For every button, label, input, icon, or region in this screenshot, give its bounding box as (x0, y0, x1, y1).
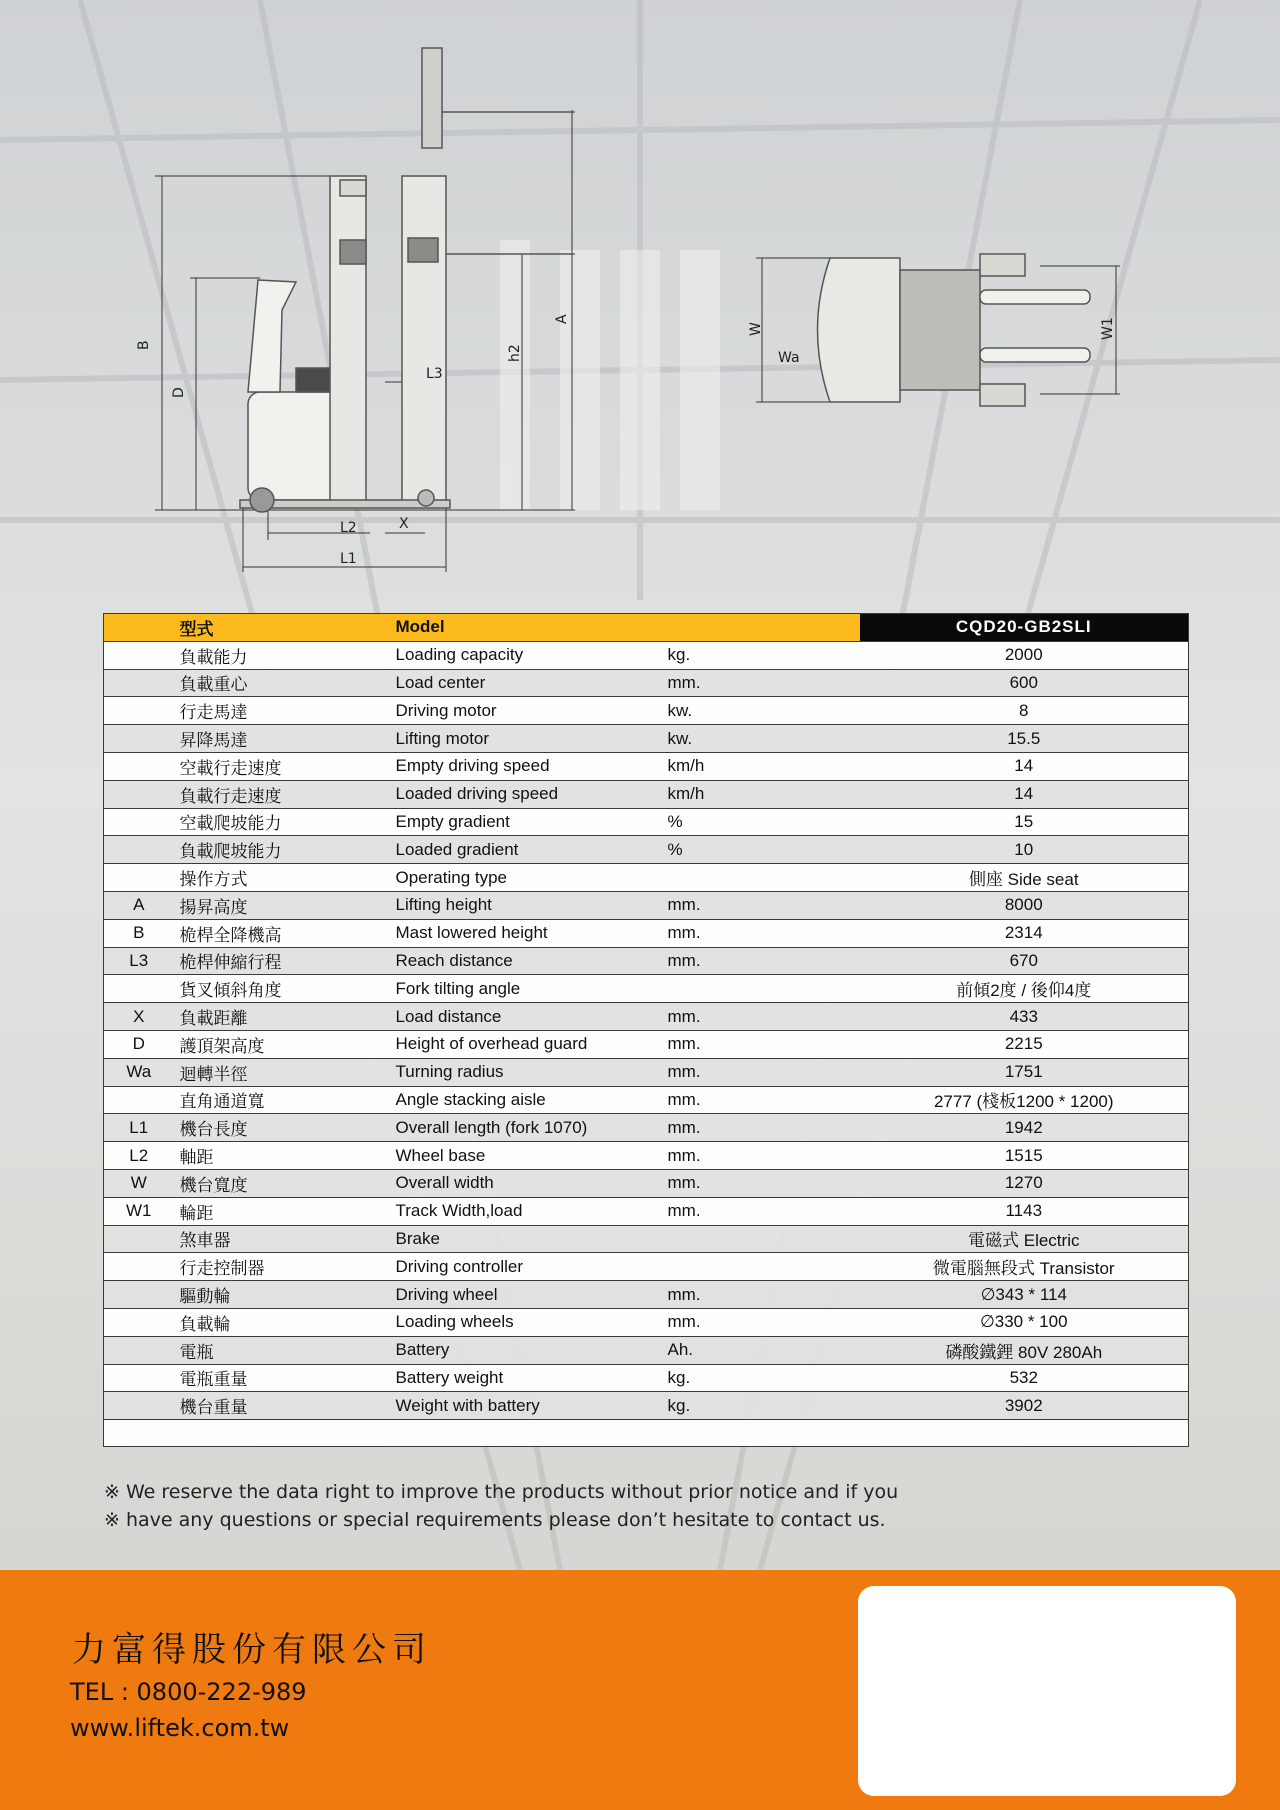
row-unit-cell: mm. (662, 1169, 860, 1197)
row-code-cell (104, 1281, 174, 1309)
top-view-truck (818, 254, 1091, 406)
row-value-cell: 600 (860, 669, 1189, 697)
row-zh-cell: 負載爬坡能力 (174, 836, 390, 864)
row-en-cell: Turning radius (390, 1058, 662, 1086)
row-unit-cell: mm. (662, 1003, 860, 1031)
dim-label-w1: W1 (1100, 317, 1116, 340)
row-zh-cell: 機台寬度 (174, 1169, 390, 1197)
specification-table (103, 613, 1189, 1447)
row-unit-cell: kw. (662, 725, 860, 753)
row-en-cell: Fork tilting angle (390, 975, 662, 1003)
row-en-cell: Empty gradient (390, 808, 662, 836)
row-code-cell (104, 1225, 174, 1253)
row-en-cell: Track Width,load (390, 1197, 662, 1225)
table-row (104, 669, 1189, 697)
row-value-cell: 2215 (860, 1030, 1189, 1058)
row-unit-cell: mm. (662, 1281, 860, 1309)
row-zh-cell: 驅動輪 (174, 1281, 390, 1309)
row-zh-cell: 負載行走速度 (174, 780, 390, 808)
row-en-cell: Empty driving speed (390, 752, 662, 780)
table-row (104, 1392, 1189, 1420)
row-zh-cell: 昇降馬達 (174, 725, 390, 753)
row-unit-cell: mm. (662, 1142, 860, 1170)
row-value-cell: 433 (860, 1003, 1189, 1031)
table-row (104, 1169, 1189, 1197)
row-code-cell: D (104, 1030, 174, 1058)
row-value-cell: 14 (860, 780, 1189, 808)
table-row (104, 1197, 1189, 1225)
row-en-cell: Reach distance (390, 947, 662, 975)
row-value-cell: 1515 (860, 1142, 1189, 1170)
dim-label-b: B (136, 340, 152, 350)
dim-label-a: A (554, 314, 570, 324)
row-unit-cell: kg. (662, 1392, 860, 1420)
row-value-cell: 2000 (860, 641, 1189, 669)
row-code-cell (104, 864, 174, 892)
row-unit-cell: mm. (662, 919, 860, 947)
row-value-cell: 磷酸鐵鋰 80V 280Ah (860, 1336, 1189, 1364)
telephone-text: TEL : 0800-222-989 (70, 1678, 307, 1706)
row-en-cell: Driving controller (390, 1253, 662, 1281)
row-en-cell: Battery (390, 1336, 662, 1364)
row-value-cell: 10 (860, 836, 1189, 864)
table-row (104, 725, 1189, 753)
table-row (104, 752, 1189, 780)
table-row (104, 947, 1189, 975)
row-en-cell: Brake (390, 1225, 662, 1253)
disclaimer-notes (104, 1478, 1004, 1534)
row-code-cell (104, 1336, 174, 1364)
row-en-cell: Height of overhead guard (390, 1030, 662, 1058)
row-en-cell: Mast lowered height (390, 919, 662, 947)
row-en-cell: Loaded driving speed (390, 780, 662, 808)
row-value-cell: ∅343 * 114 (860, 1281, 1189, 1309)
header-en-cell: Model (390, 614, 662, 642)
row-unit-cell: mm. (662, 669, 860, 697)
row-zh-cell: 負載距離 (174, 1003, 390, 1031)
row-en-cell: Load distance (390, 1003, 662, 1031)
row-zh-cell: 煞車器 (174, 1225, 390, 1253)
row-zh-cell: 護頂架高度 (174, 1030, 390, 1058)
row-code-cell (104, 836, 174, 864)
row-zh-cell: 空載行走速度 (174, 752, 390, 780)
table-row (104, 1030, 1189, 1058)
blank-cell (662, 1420, 860, 1447)
row-code-cell (104, 752, 174, 780)
row-unit-cell (662, 1253, 860, 1281)
row-zh-cell: 負載重心 (174, 669, 390, 697)
row-unit-cell: % (662, 836, 860, 864)
row-code-cell: L1 (104, 1114, 174, 1142)
table-row (104, 1308, 1189, 1336)
row-code-cell (104, 808, 174, 836)
row-code-cell (104, 1086, 174, 1114)
row-unit-cell: kw. (662, 697, 860, 725)
row-zh-cell: 軸距 (174, 1142, 390, 1170)
table-row (104, 919, 1189, 947)
note-line: ※ have any questions or special requirements please don’t hesitate to contact us. (104, 1509, 886, 1531)
table-row (104, 1225, 1189, 1253)
row-code-cell (104, 697, 174, 725)
table-row (104, 808, 1189, 836)
row-en-cell: Wheel base (390, 1142, 662, 1170)
row-zh-cell: 揚昇高度 (174, 891, 390, 919)
row-unit-cell: mm. (662, 1058, 860, 1086)
table-row (104, 1336, 1189, 1364)
table-row (104, 1114, 1189, 1142)
row-zh-cell: 空載爬坡能力 (174, 808, 390, 836)
row-en-cell: Overall width (390, 1169, 662, 1197)
blank-cell (390, 1420, 662, 1447)
row-en-cell: Loading wheels (390, 1308, 662, 1336)
row-code-cell: B (104, 919, 174, 947)
table-row (104, 1058, 1189, 1086)
row-en-cell: Angle stacking aisle (390, 1086, 662, 1114)
row-unit-cell: mm. (662, 947, 860, 975)
row-code-cell (104, 669, 174, 697)
header-zh-cell: 型式 (174, 614, 390, 642)
blank-cell (174, 1420, 390, 1447)
table-header-row (104, 614, 1189, 642)
row-code-cell (104, 1392, 174, 1420)
row-value-cell: 2777 (棧板1200 * 1200) (860, 1086, 1189, 1114)
footer-bar (0, 1570, 1280, 1810)
row-unit-cell: mm. (662, 1030, 860, 1058)
row-unit-cell: % (662, 808, 860, 836)
row-value-cell: 15 (860, 808, 1189, 836)
row-code-cell (104, 1253, 174, 1281)
website-link[interactable]: www.liftek.com.tw (70, 1714, 290, 1742)
row-unit-cell: Ah. (662, 1336, 860, 1364)
dim-label-w: W (748, 322, 764, 336)
header-model-value: CQD20-GB2SLI (860, 614, 1189, 642)
dim-label-d: D (171, 387, 187, 398)
row-unit-cell: km/h (662, 752, 860, 780)
row-code-cell: W (104, 1169, 174, 1197)
row-zh-cell: 負載能力 (174, 641, 390, 669)
specification-rows (104, 641, 1189, 1446)
row-zh-cell: 負載輪 (174, 1308, 390, 1336)
row-zh-cell: 桅桿伸縮行程 (174, 947, 390, 975)
row-value-cell: 1942 (860, 1114, 1189, 1142)
table-row (104, 641, 1189, 669)
row-code-cell: L3 (104, 947, 174, 975)
row-unit-cell: mm. (662, 1308, 860, 1336)
table-row (104, 1281, 1189, 1309)
row-unit-cell: mm. (662, 1197, 860, 1225)
company-name: 力富得股份有限公司 (72, 1630, 432, 1670)
row-code-cell (104, 780, 174, 808)
row-en-cell: Driving motor (390, 697, 662, 725)
table-row (104, 1086, 1189, 1114)
row-code-cell: L2 (104, 1142, 174, 1170)
row-value-cell: 532 (860, 1364, 1189, 1392)
dim-label-l3: L3 (426, 366, 443, 382)
blank-cell (860, 1420, 1189, 1447)
table-row (104, 1364, 1189, 1392)
row-zh-cell: 電瓶重量 (174, 1364, 390, 1392)
row-unit-cell (662, 1225, 860, 1253)
row-value-cell: 側座 Side seat (860, 864, 1189, 892)
row-en-cell: Overall length (fork 1070) (390, 1114, 662, 1142)
row-value-cell: 1143 (860, 1197, 1189, 1225)
row-code-cell (104, 641, 174, 669)
row-value-cell: 1751 (860, 1058, 1189, 1086)
row-code-cell: W1 (104, 1197, 174, 1225)
row-zh-cell: 直角通道寬 (174, 1086, 390, 1114)
row-value-cell: 微電腦無段式 Transistor (860, 1253, 1189, 1281)
blank-cell (104, 1420, 174, 1447)
row-code-cell (104, 725, 174, 753)
row-en-cell: Loading capacity (390, 641, 662, 669)
row-zh-cell: 迴轉半徑 (174, 1058, 390, 1086)
header-unit-cell (662, 614, 860, 642)
row-en-cell: Driving wheel (390, 1281, 662, 1309)
dim-label-l1: L1 (340, 551, 357, 567)
row-unit-cell (662, 864, 860, 892)
table-blank-row (104, 1420, 1189, 1447)
row-value-cell: 電磁式 Electric (860, 1225, 1189, 1253)
row-value-cell: 8 (860, 697, 1189, 725)
row-value-cell: 1270 (860, 1169, 1189, 1197)
table-row (104, 864, 1189, 892)
row-code-cell (104, 975, 174, 1003)
forklift-dimension-diagram (0, 0, 1280, 600)
row-value-cell: ∅330 * 100 (860, 1308, 1189, 1336)
dim-label-l2: L2 (340, 520, 357, 536)
row-zh-cell: 桅桿全降機高 (174, 919, 390, 947)
row-en-cell: Load center (390, 669, 662, 697)
row-zh-cell: 行走馬達 (174, 697, 390, 725)
row-en-cell: Lifting motor (390, 725, 662, 753)
row-en-cell: Operating type (390, 864, 662, 892)
row-zh-cell: 輪距 (174, 1197, 390, 1225)
row-unit-cell: km/h (662, 780, 860, 808)
row-value-cell: 670 (860, 947, 1189, 975)
dealer-info-box (858, 1586, 1236, 1796)
row-code-cell: Wa (104, 1058, 174, 1086)
row-zh-cell: 機台重量 (174, 1392, 390, 1420)
row-code-cell (104, 1308, 174, 1336)
dim-label-wa: Wa (778, 350, 800, 366)
row-zh-cell: 操作方式 (174, 864, 390, 892)
row-code-cell: A (104, 891, 174, 919)
row-zh-cell: 機台長度 (174, 1114, 390, 1142)
row-value-cell: 2314 (860, 919, 1189, 947)
table-row (104, 1003, 1189, 1031)
header-code-cell (104, 614, 174, 642)
table-row (104, 836, 1189, 864)
row-value-cell: 14 (860, 752, 1189, 780)
row-value-cell: 15.5 (860, 725, 1189, 753)
row-en-cell: Loaded gradient (390, 836, 662, 864)
row-value-cell: 8000 (860, 891, 1189, 919)
row-zh-cell: 電瓶 (174, 1336, 390, 1364)
table-row (104, 891, 1189, 919)
row-value-cell: 前傾2度 / 後仰4度 (860, 975, 1189, 1003)
row-zh-cell: 行走控制器 (174, 1253, 390, 1281)
row-unit-cell: mm. (662, 1086, 860, 1114)
table-row (104, 697, 1189, 725)
dim-label-x: X (399, 516, 409, 532)
note-line: ※ We reserve the data right to improve the products without prior notice and if you (104, 1481, 899, 1503)
row-en-cell: Lifting height (390, 891, 662, 919)
row-en-cell: Weight with battery (390, 1392, 662, 1420)
table-row (104, 975, 1189, 1003)
row-unit-cell (662, 975, 860, 1003)
row-unit-cell: kg. (662, 1364, 860, 1392)
row-unit-cell: mm. (662, 891, 860, 919)
row-unit-cell: kg. (662, 641, 860, 669)
row-en-cell: Battery weight (390, 1364, 662, 1392)
table-row (104, 780, 1189, 808)
row-code-cell (104, 1364, 174, 1392)
table-row (104, 1253, 1189, 1281)
row-value-cell: 3902 (860, 1392, 1189, 1420)
row-zh-cell: 貨叉傾斜角度 (174, 975, 390, 1003)
table-row (104, 1142, 1189, 1170)
dim-label-h2: h2 (507, 344, 523, 362)
row-code-cell: X (104, 1003, 174, 1031)
row-unit-cell: mm. (662, 1114, 860, 1142)
